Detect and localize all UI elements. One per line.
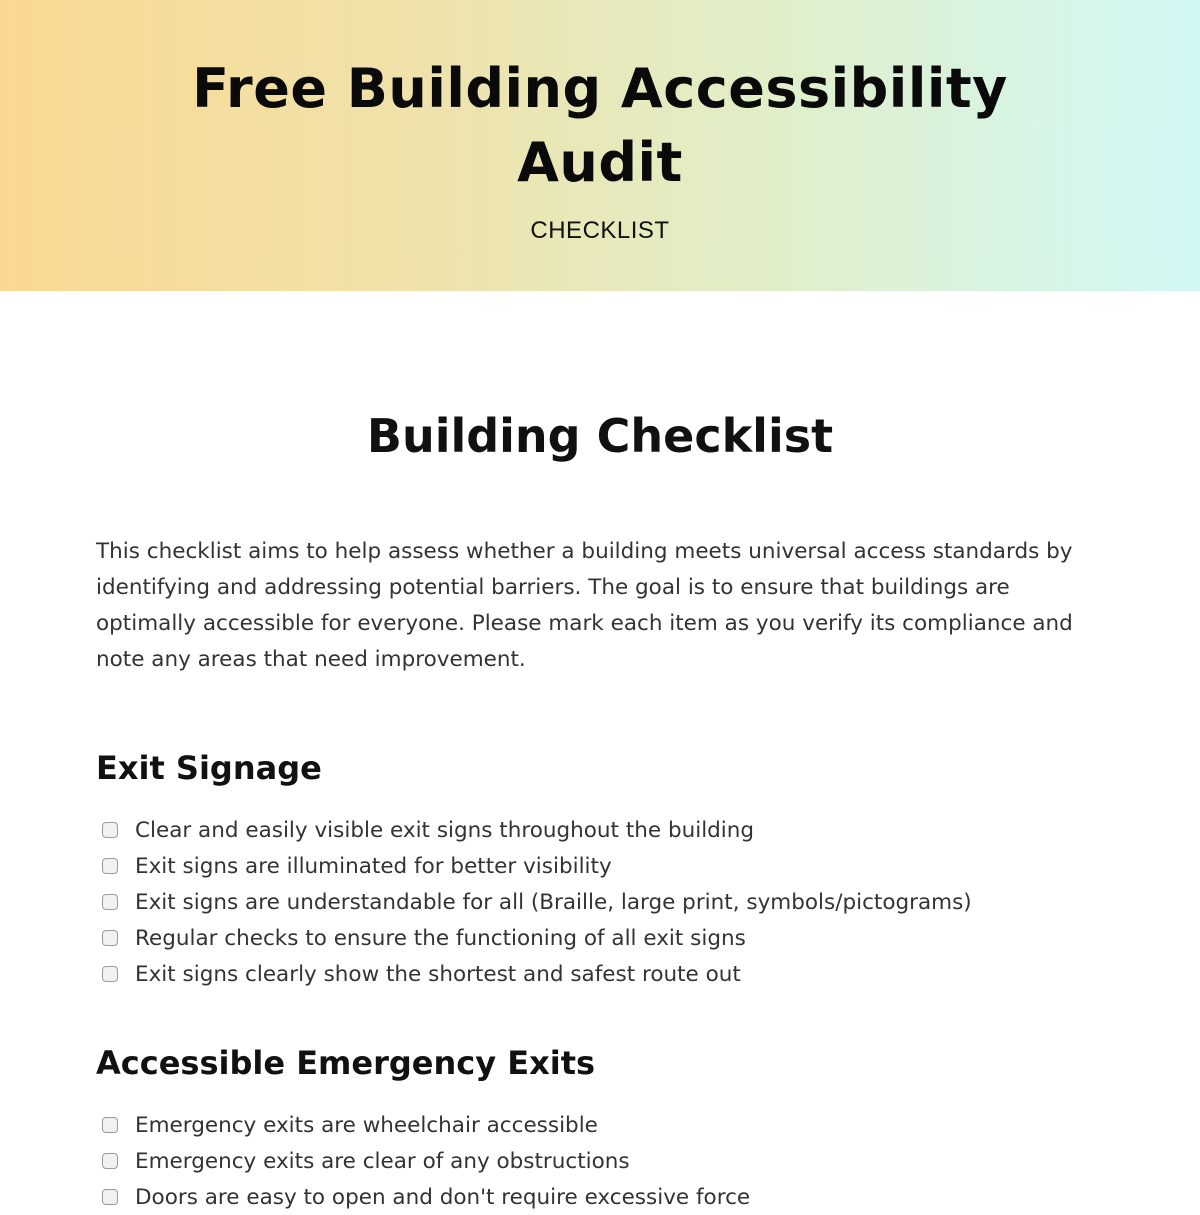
checkbox[interactable] (102, 822, 118, 838)
section-title: Building Checklist (366, 409, 834, 463)
checklist-item (96, 848, 1104, 884)
exit-signage-checklist (96, 812, 1104, 992)
checklist-item (96, 920, 1104, 956)
exit-signage-section (96, 748, 1104, 992)
checkbox[interactable] (102, 1117, 118, 1133)
checklist-item-label: Regular checks to ensure the functioning of all exit signs (135, 925, 746, 951)
document-title: Free Building Accessibility Audit (192, 57, 1008, 194)
checklist-item (96, 1107, 1104, 1143)
checklist-item (96, 884, 1104, 920)
checklist-item-label: Exit signs are understandable for all (Braille, large print, symbols/pictograms) (135, 889, 972, 915)
emergency-exits-section (96, 1043, 1104, 1215)
checkbox[interactable] (102, 858, 118, 874)
checklist-item (96, 812, 1104, 848)
checkbox[interactable] (102, 930, 118, 946)
group-title-emergency-exits: Accessible Emergency Exits (96, 1044, 596, 1082)
document-subtitle: CHECKLIST (530, 217, 670, 244)
checklist-item-label: Clear and easily visible exit signs throughout the building (135, 817, 755, 843)
checklist-item-label: Emergency exits are clear of any obstructions (135, 1148, 630, 1174)
checklist-item-label: Emergency exits are wheelchair accessible (135, 1112, 598, 1138)
checkbox[interactable] (102, 894, 118, 910)
checkbox[interactable] (102, 1153, 118, 1169)
checkbox[interactable] (102, 966, 118, 982)
main-content (0, 291, 1200, 1215)
header-banner (0, 0, 1200, 291)
checklist-item (96, 1143, 1104, 1179)
intro-paragraph: This checklist aims to help assess whether a building meets universal access standards by identifying and addressing potential barriers. The goal is to ensure that buildings are optimally accessible for everyone. Please mark each item as you verify its compliance and note any areas that need improvement. (96, 539, 1073, 672)
checkbox[interactable] (102, 1189, 118, 1205)
emergency-exits-checklist (96, 1107, 1104, 1215)
checklist-item (96, 956, 1104, 992)
checklist-item (96, 1179, 1104, 1215)
group-title-exit-signage: Exit Signage (96, 749, 322, 787)
checklist-item-label: Exit signs clearly show the shortest and safest route out (135, 961, 741, 987)
checklist-item-label: Doors are easy to open and don't require excessive force (135, 1184, 751, 1210)
checklist-item-label: Exit signs are illuminated for better visibility (135, 853, 612, 879)
